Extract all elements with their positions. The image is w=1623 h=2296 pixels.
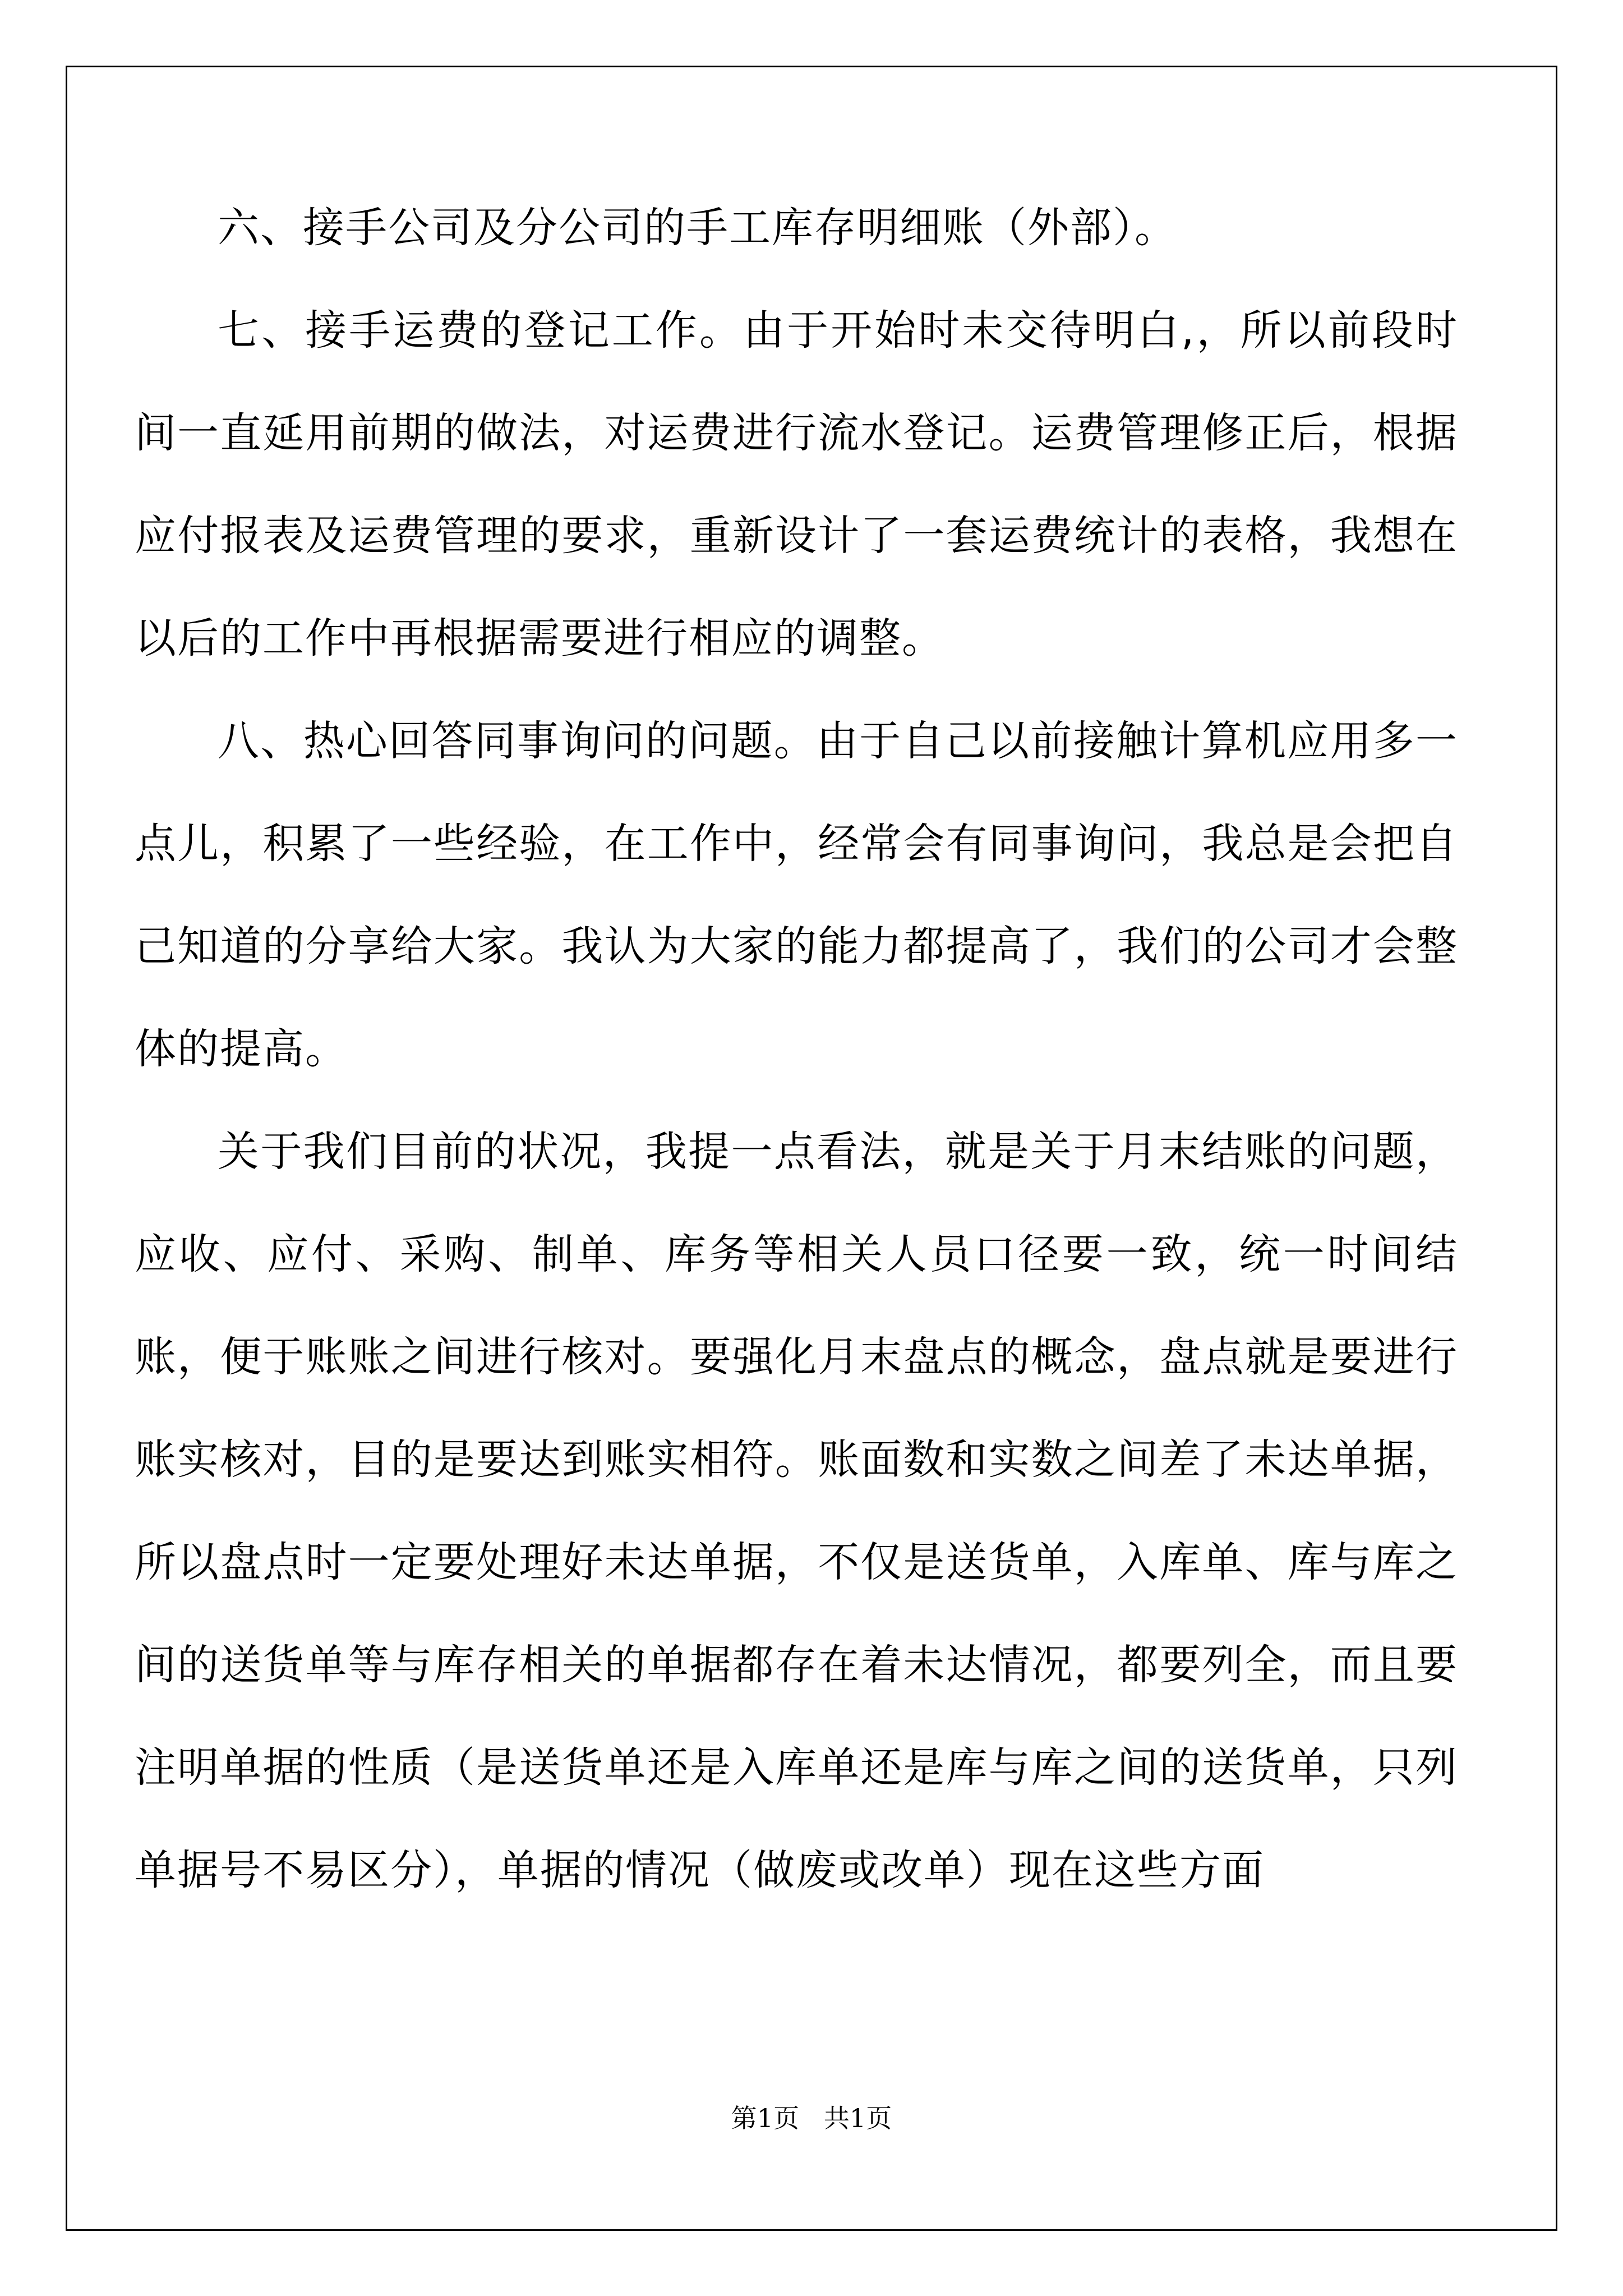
paragraph-6: 六、接手公司及分公司的手工库存明细账（外部）。	[218, 204, 1177, 252]
page-number-footer: 第1页 共1页	[731, 2103, 892, 2133]
paragraph-month-end: 关于我们目前的状况，我提一点看法，就是关于月末结账的问题，应收、应付、采购、制单、库务等相关人员口径要一致，统一时间结账，便于账账之间进行核对。要强化月末盘点的概念，盘点就是要进行账实核对，目的是要达到账实相符。账面数和实数之间差了未达单据，所以盘点时一定要处理好未达单据，不仅是送货单，入库单、库与库之间的送货单等与库存相关的单据都存在着未达情况，都要列全，而且要注明单据的性质（是送货单还是入库单还是库与库之间的送货单，只列单据号不易区分），单据的情况（做废或改单）现在这些方面	[135, 1128, 1458, 1894]
paragraph-8: 八、热心回答同事询问的问题。由于自己以前接触计算机应用多一点儿，积累了一些经验，在工作中，经常会有同事询问，我总是会把自己知道的分享给大家。我认为大家的能力都提高了，我们的公司才会整体的提高。	[135, 717, 1458, 1073]
paragraph-7: 七、接手运费的登记工作。由于开始时未交待明白,，所以前段时间一直延用前期的做法，对运费进行流水登记。运费管理修正后，根据应付报表及运费管理的要求，重新设计了一套运费统计的表格，我想在以后的工作中再根据需要进行相应的调整。	[135, 306, 1458, 662]
document-body	[135, 177, 1458, 1922]
